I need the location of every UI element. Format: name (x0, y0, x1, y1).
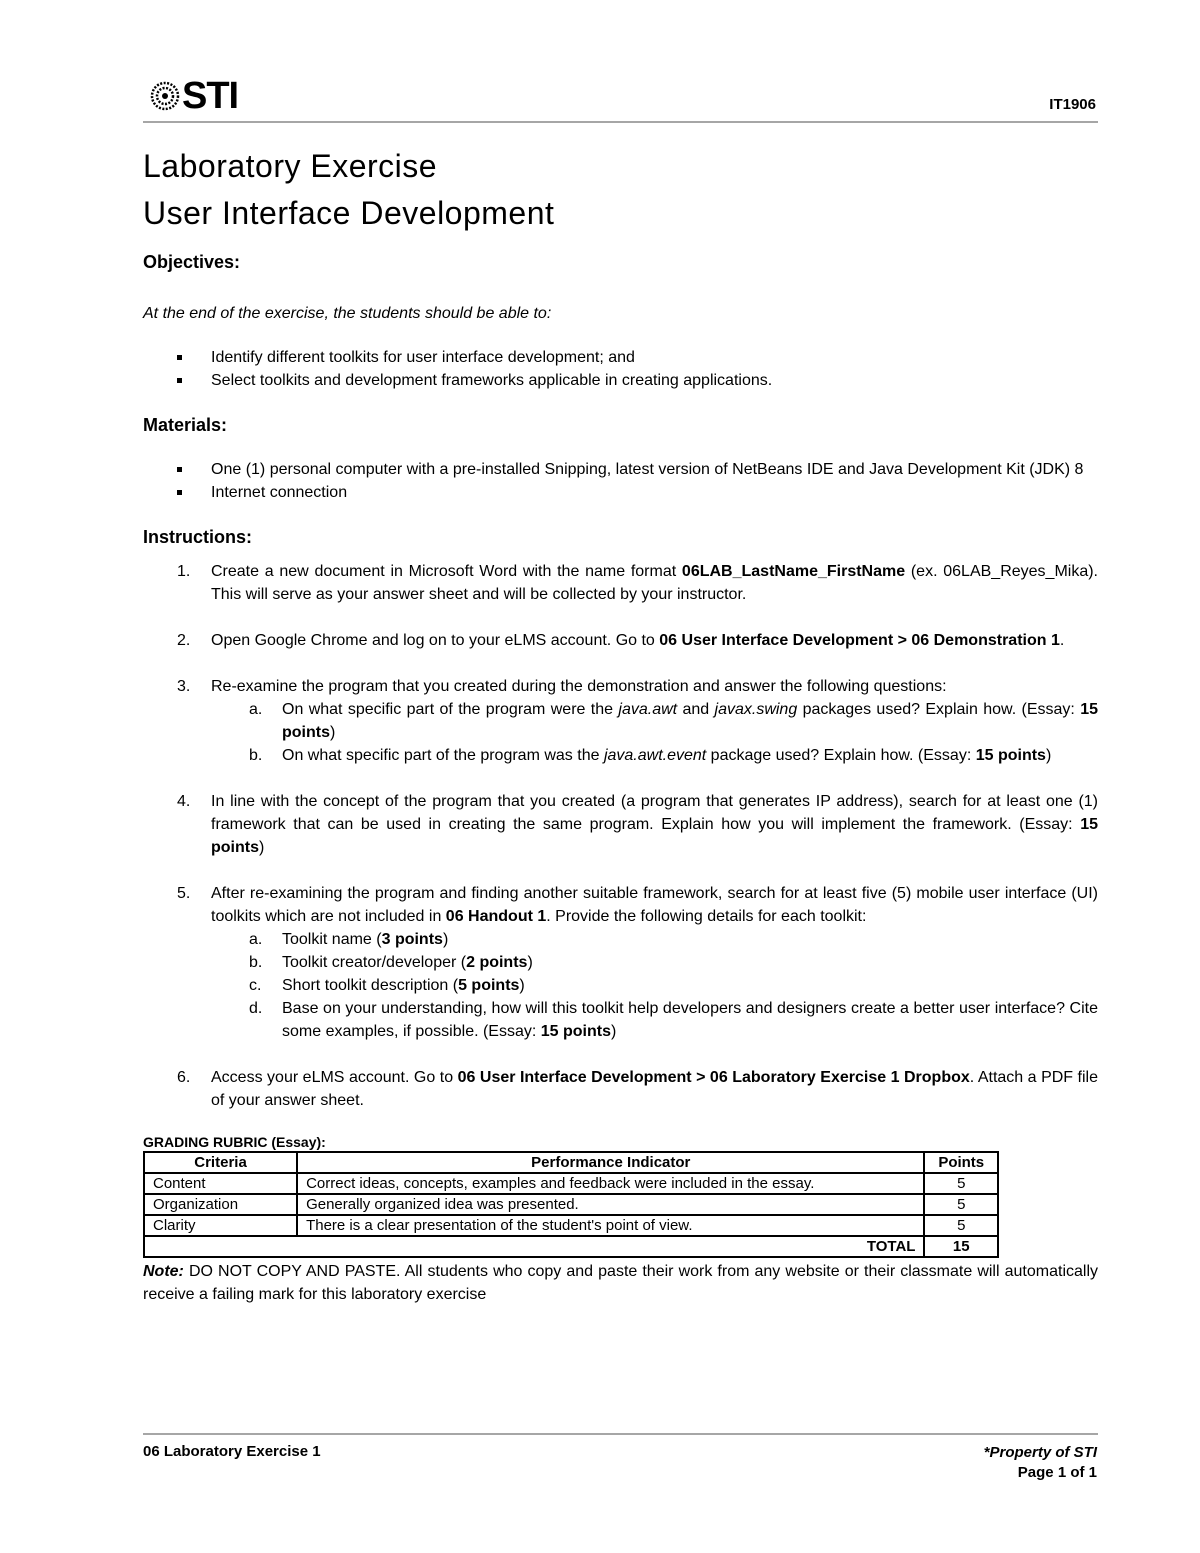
title-line-2: User Interface Development (143, 195, 555, 231)
objectives-list (143, 346, 1098, 392)
table-row: Content Correct ideas, concepts, examples and feedback were included in the essay. 5 (144, 1173, 998, 1194)
step-3-questions (211, 698, 1098, 767)
course-code: IT1906 (1049, 96, 1096, 113)
detail-a: a. Toolkit name (3 points) (249, 931, 449, 948)
list-item: Internet connection (143, 481, 1098, 504)
footer-right (984, 1443, 1097, 1483)
materials-heading: Materials: (143, 415, 228, 435)
instruction-step-4: 4. In line with the concept of the program that you created (a program that generates IP address), search for at least one (1) framework that can be used in creating the same program. Explain how you will implement the framework. (Essay: 15 points) (177, 793, 1098, 856)
list-item: Select toolkits and development frameworks applicable in creating applications. (143, 369, 1098, 392)
page-number: Page 1 of 1 (1017, 1464, 1097, 1481)
rubric-note: Note: DO NOT COPY AND PASTE. All students who copy and paste their work from any website or their classmate will automatically receive a failing mark for this laboratory exercise (143, 1263, 1098, 1303)
footer-divider (143, 1433, 1098, 1435)
instructions-heading: Instructions: (143, 527, 253, 547)
objectives-intro: At the end of the exercise, the students should be able to: (143, 305, 552, 322)
detail-b: b. Toolkit creator/developer (2 points) (249, 954, 533, 971)
question-b: b. On what specific part of the program was the java.awt.event package used? Explain how. (Essay: 15 points) (249, 747, 1052, 764)
header-performance-indicator: Performance Indicator (297, 1152, 924, 1173)
instructions-list (143, 560, 1098, 1112)
instruction-step-6: 6. Access your eLMS account. Go to 06 User Interface Development > 06 Laboratory Exercise 1 Dropbox. Attach a PDF file of your answer sheet. (177, 1069, 1099, 1109)
toolkit-details-list (211, 928, 1098, 1043)
question-a: a. On what specific part of the program were the java.awt and javax.swing packages used? Explain how. (Essay: 15 points) (249, 701, 1098, 741)
document-body (143, 250, 1098, 1306)
sti-logo (150, 76, 238, 116)
table-row: Organization Generally organized idea was presented. 5 (144, 1194, 998, 1215)
title-line-1: Laboratory Exercise (143, 148, 438, 184)
total-row (144, 1236, 998, 1257)
property-notice: *Property of STI (983, 1444, 1097, 1461)
table-header-row (144, 1152, 998, 1173)
page-title (143, 143, 554, 237)
logo-text: STI (182, 75, 239, 117)
header-points: Points (924, 1152, 998, 1173)
header-criteria: Criteria (144, 1152, 297, 1173)
list-item: One (1) personal computer with a pre-installed Snipping, latest version of NetBeans IDE and Java Development Kit (JDK) 8 (143, 458, 1098, 481)
footer-document-name: 06 Laboratory Exercise 1 (143, 1443, 321, 1460)
globe-icon (150, 81, 180, 111)
instruction-step-3: 3. Re-examine the program that you created during the demonstration and answer the following questions: a. On what specific part of the program were the java.awt and javax.swing packages used? Explain how. (Essay: 15 points) b. On what specific part of the program was the java.awt.event package used? Explain how. (Essay: 15 points) (143, 675, 1098, 767)
rubric-title: GRADING RUBRIC (Essay): (143, 1134, 326, 1150)
detail-d: d. Base on your understanding, how will this toolkit help developers and designers create a better user interface? Cite some examples, if possible. (Essay: 15 points) (249, 1000, 1098, 1040)
table-row: Clarity There is a clear presentation of the student's point of view. 5 (144, 1215, 998, 1236)
total-value: 15 (924, 1236, 998, 1257)
detail-c: c. Short toolkit description (5 points) (249, 977, 525, 994)
objectives-heading: Objectives: (143, 252, 241, 272)
instruction-step-5: 5. After re-examining the program and finding another suitable framework, search for at least five (5) mobile user interface (UI) toolkits which are not included in 06 Handout 1. Provide the following details for each toolkit: a. Toolkit name (3 points) b. Toolkit creator/developer (2 points) c. Short toolkit description (5 points) d. Base on your understanding, how will this toolkit help developers and designers create a better user interface? Cite some examples, if possible. (Essay: 15 points) (143, 882, 1098, 1043)
total-label: TOTAL (144, 1236, 924, 1257)
grading-rubric-table (143, 1151, 999, 1258)
instruction-step-2: 2. Open Google Chrome and log on to your eLMS account. Go to 06 User Interface Development > 06 Demonstration 1. (177, 632, 1065, 649)
list-item: Identify different toolkits for user interface development; and (143, 346, 1098, 369)
header-divider (143, 121, 1098, 123)
materials-list (143, 458, 1098, 504)
instruction-step-1: 1. Create a new document in Microsoft Word with the name format 06LAB_LastName_FirstName (ex. 06LAB_Reyes_Mika). This will serve as your answer sheet and will be collected by your instructor. (177, 563, 1098, 603)
